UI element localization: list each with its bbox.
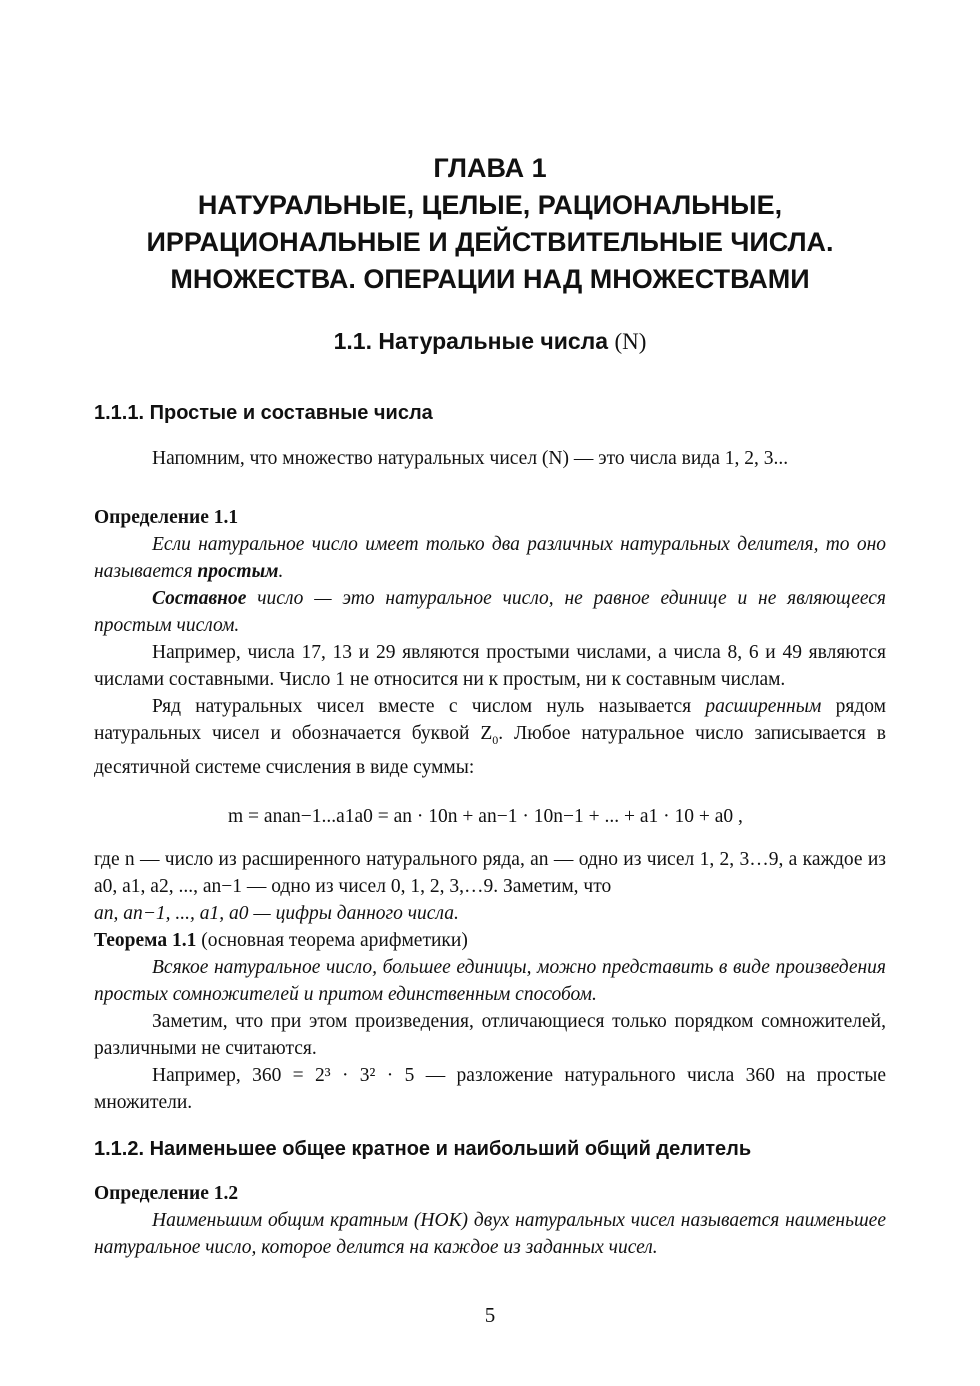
remark-paragraph: Заметим, что при этом произведения, отличающиеся только порядком сомножителей, различными не считаются. [94,1011,886,1059]
definition-term-2: Составное [152,588,247,609]
definition-2-text: Наименьшим общим кратным (НОК) двух натуральных чисел называется наименьшее натуральное число, которое делится на каждое из заданных чисел. [94,1210,886,1258]
chapter-title-line: МНОЖЕСТВА. ОПЕРАЦИИ НАД МНОЖЕСТВАМИ [170,264,810,294]
chapter-title-line: ИРРАЦИОНАЛЬНЫЕ И ДЕЙСТВИТЕЛЬНЫЕ ЧИСЛА. [146,227,834,257]
decimal-formula: m = anan−1...a1a0 = an · 10n + an−1 · 10n−1 + ... + a1 · 10 + a0 , [228,806,743,827]
natural-set-symbol: (N) [614,329,647,354]
text-block-2 [94,846,886,1116]
intro-paragraph: Напомним, что множество натуральных чисел (N) — это числа вида 1, 2, 3... [152,448,789,469]
definition-1 [94,504,886,781]
explain-paragraph: где n — число из расширенного натурального ряда, an — одно из чисел 1, 2, 3…9, а каждое из a0, a1, a2, ..., an−1 — одно из чисел 0, 1, 2, 3,…9. Заметим, что [94,849,886,897]
section-heading [0,328,980,355]
text-block-1 [94,445,886,472]
extended-text-a: Ряд натуральных чисел вместе с числом нуль называется [152,696,706,717]
page-number: 5 [484,1303,496,1327]
chapter-title-line: НАТУРАЛЬНЫЕ, ЦЕЛЫЕ, РАЦИОНАЛЬНЫЕ, [197,190,783,220]
extended-text-b: рядом натуральных чисел и обозначается буквой Z [94,696,886,744]
definition-text-part: Если натуральное число имеет только два различных натуральных делителя, то оно называется [94,534,886,582]
definition-text-part-2: число — это натуральное число, не равное единице и не являющееся простым числом. [94,588,886,636]
theorem-note: (основная теорема арифметики) [196,930,468,951]
definition-2-label: Определение 1.2 [94,1183,239,1204]
example-2-paragraph [94,1062,886,1116]
theorem-text: Всякое натуральное число, большее единицы, можно представить в виде произведения простых сомножителей и притом единственным способом. [94,957,886,1005]
example-2-formula: 360 = 2³ · 3² · 5 [252,1065,415,1086]
definition-text [94,531,886,585]
definition-text-end: . [278,561,284,582]
example-2-text-a: Например, [152,1065,253,1086]
chapter-title-line: ГЛАВА 1 [433,153,547,183]
definition-term: простым [197,561,279,582]
extended-term: расширенным [705,696,822,717]
extended-subscript: 0 [492,732,499,747]
definition-2 [94,1180,886,1261]
example-paragraph: Например, числа 17, 13 и 29 являются простыми числами, а числа 8, 6 и 49 являются числами составными. Число 1 не относится ни к простым, ни к составным числам. [94,642,886,690]
definition-text-2 [94,585,886,639]
theorem-heading [94,927,886,954]
extended-text-c: . Любое натуральное число записывается в десятичной системе счисления в виде суммы: [94,723,886,778]
subsection-heading: 1.1.1. Простые и составные числа [94,402,433,424]
chapter-title [60,150,920,298]
theorem-label: Теорема 1.1 [94,930,197,951]
subsection-heading-2: 1.1.2. Наименьшее общее кратное и наибольший общий делитель [94,1138,752,1160]
definition-label: Определение 1.1 [94,507,239,528]
extended-row-paragraph [94,693,886,781]
example-2-text-b: — разложение натурального числа 360 на простые множители. [94,1065,886,1113]
explain-digits: an, an−1, ..., a1, a0 — цифры данного числа. [94,903,459,924]
section-title: 1.1. Натуральные числа [333,328,609,354]
